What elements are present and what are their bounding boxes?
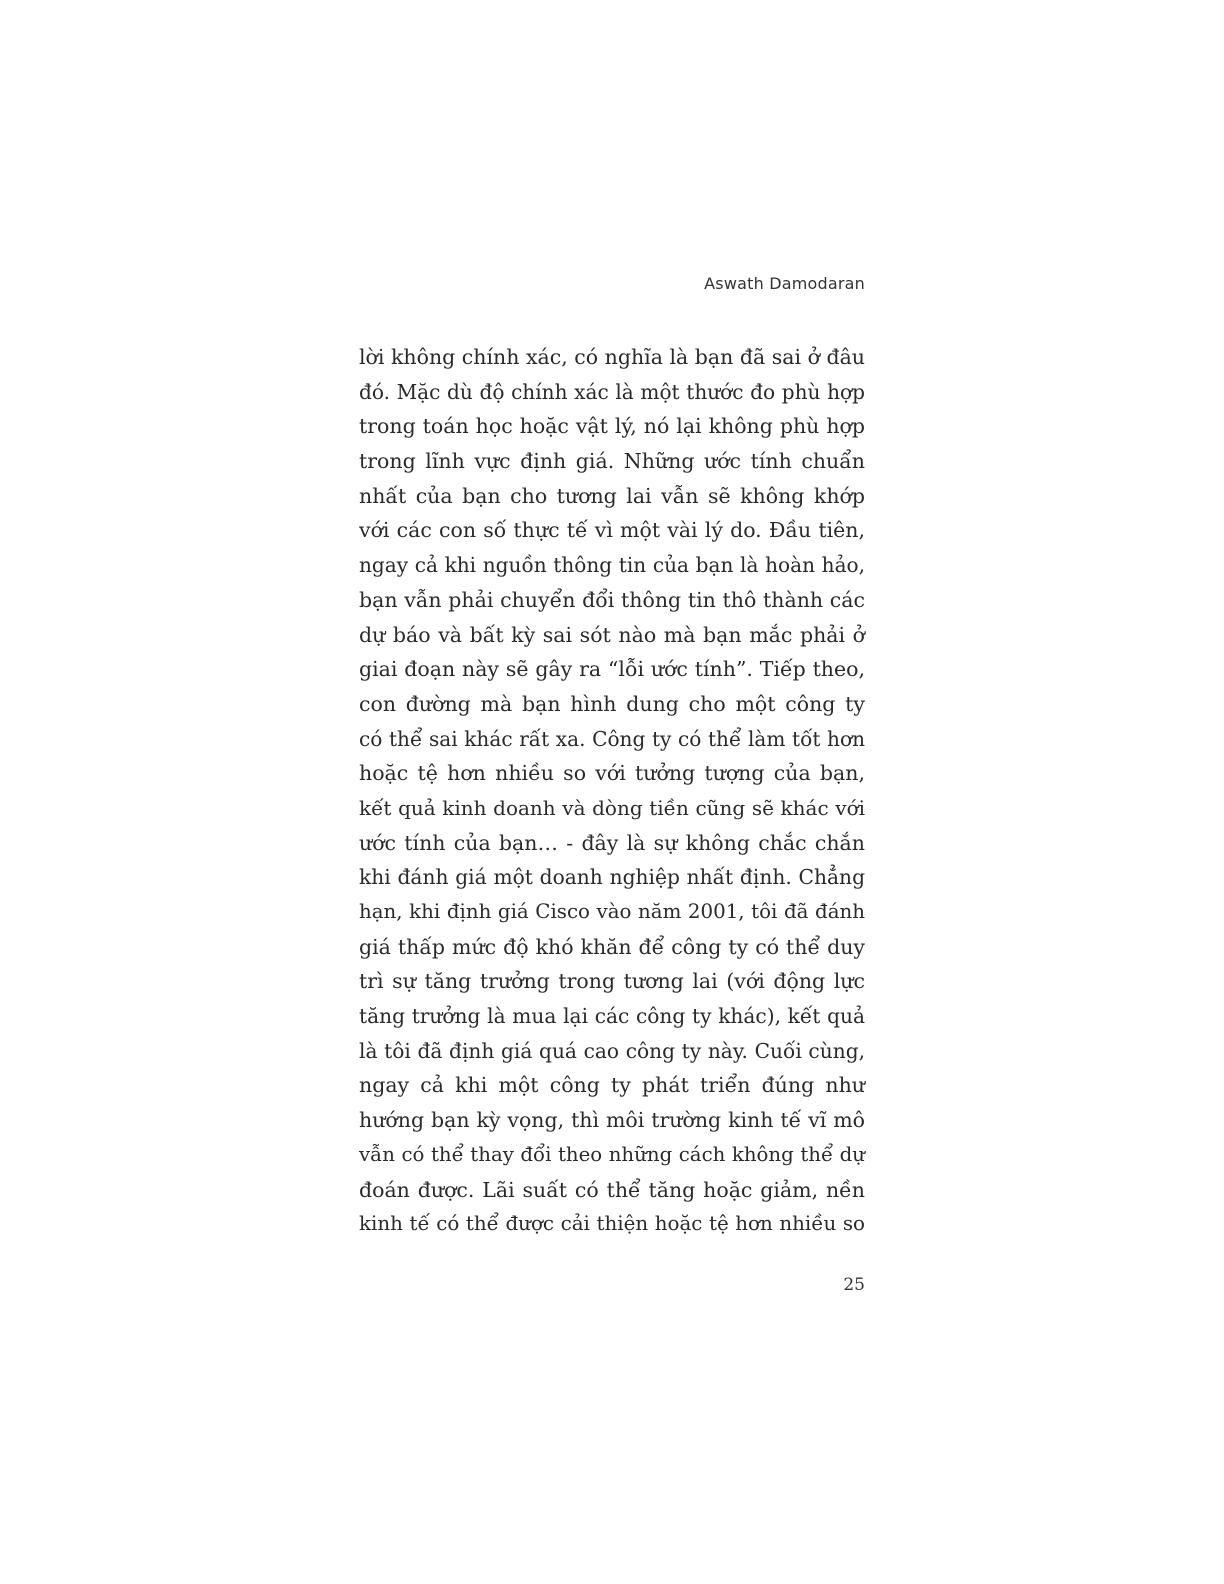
text-line: vẫn có thể thay đổi theo những cách không thể dự: [359, 1142, 865, 1166]
text-line: tăng trưởng là mua lại các công ty khác), kết quả: [359, 1004, 865, 1029]
text-line: ngay cả khi nguồn thông tin của bạn là hoàn hảo,: [359, 553, 865, 578]
text-line: trì sự tăng trưởng trong tương lai (với động lực: [359, 969, 865, 994]
page-number: 25: [843, 1275, 865, 1295]
text-line: trong lĩnh vực định giá. Những ước tính chuẩn: [359, 449, 865, 474]
text-line: giai đoạn này sẽ gây ra “lỗi ước tính”. Tiếp theo,: [359, 657, 865, 682]
text-line: có thể sai khác rất xa. Công ty có thể làm tốt hơn: [359, 726, 865, 751]
text-line: trong toán học hoặc vật lý, nó lại không phù hợp: [359, 414, 865, 439]
text-line: kết quả kinh doanh và dòng tiền cũng sẽ khác với: [359, 795, 865, 820]
body-paragraph: [359, 340, 865, 1242]
text-line: đó. Mặc dù độ chính xác là một thước đo phù hợp: [359, 379, 865, 404]
text-line: hoặc tệ hơn nhiều so với tưởng tượng của bạn,: [359, 761, 865, 786]
text-line: đoán được. Lãi suất có thể tăng hoặc giảm, nền: [359, 1177, 865, 1202]
running-header-author: Aswath Damodaran: [704, 274, 865, 293]
text-line: ước tính của bạn… - đây là sự không chắc chắn: [359, 830, 865, 855]
text-line: hướng bạn kỳ vọng, thì môi trường kinh tế vĩ mô: [359, 1108, 865, 1133]
text-line: dự báo và bất kỳ sai sót nào mà bạn mắc phải ở: [359, 622, 865, 647]
text-line: khi đánh giá một doanh nghiệp nhất định. Chẳng: [359, 865, 865, 890]
text-line: kinh tế có thể được cải thiện hoặc tệ hơn nhiều so: [359, 1212, 865, 1236]
text-line: hạn, khi định giá Cisco vào năm 2001, tôi đã đánh: [359, 900, 865, 923]
text-line: lời không chính xác, có nghĩa là bạn đã sai ở đâu: [359, 345, 865, 369]
text-line: giá thấp mức độ khó khăn để công ty có thể duy: [359, 934, 865, 959]
text-line: là tôi đã định giá quá cao công ty này. Cuối cùng,: [359, 1038, 865, 1063]
text-line: nhất của bạn cho tương lai vẫn sẽ không khớp: [359, 483, 865, 508]
text-line: con đường mà bạn hình dung cho một công ty: [359, 691, 865, 716]
text-line: bạn vẫn phải chuyển đổi thông tin thô thành các: [359, 587, 865, 612]
text-line: với các con số thực tế vì một vài lý do. Đầu tiên,: [359, 518, 865, 543]
text-line: ngay cả khi một công ty phát triển đúng như: [359, 1073, 865, 1098]
